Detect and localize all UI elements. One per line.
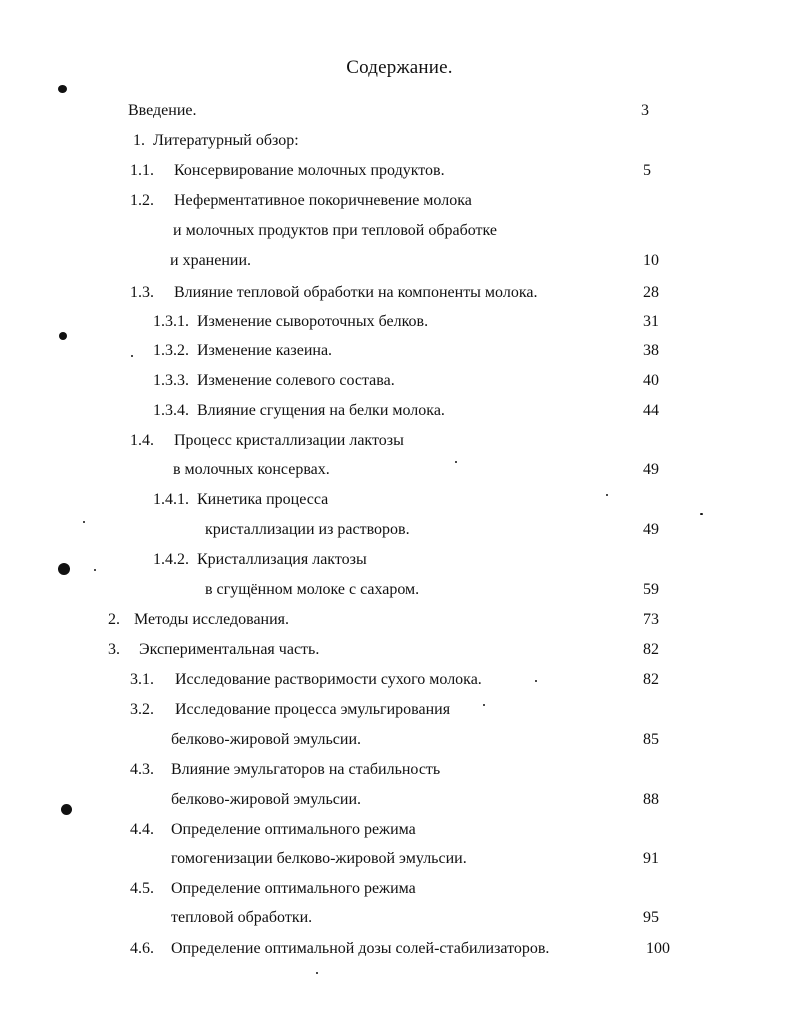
toc-entry	[130, 191, 472, 211]
toc-entry	[171, 849, 467, 869]
toc-page-number: 5	[643, 162, 651, 179]
toc-entry-text: гомогенизации белково-жировой эмульсии.	[171, 850, 467, 867]
toc-entry-number: 1.3.3.	[153, 372, 189, 389]
toc-entry-number: 2.	[108, 611, 120, 628]
page-title: Содержание.	[346, 57, 453, 78]
toc-entry-text: Экспериментальная часть.	[139, 641, 320, 658]
toc-entry-number: 1.3.2.	[153, 342, 189, 359]
toc-entry	[153, 312, 428, 332]
toc-page-number: 73	[643, 611, 659, 628]
toc-entry	[171, 908, 312, 928]
toc-entry-text: Консервирование молочных продуктов.	[174, 162, 445, 179]
toc-entry	[130, 283, 537, 303]
scan-speck	[94, 569, 96, 571]
toc-entry-text: белково-жировой эмульсии.	[171, 791, 362, 808]
toc-entry	[130, 760, 440, 780]
toc-entry	[205, 520, 410, 540]
toc-entry-text: Определение оптимального режима	[171, 821, 416, 838]
toc-entry-text: Введение.	[128, 102, 197, 119]
toc-page-number: 82	[643, 641, 659, 658]
scan-mark	[61, 804, 72, 815]
toc-entry-number: 3.1.	[130, 671, 154, 688]
toc-page-number: 85	[643, 731, 659, 748]
toc-page-number: 88	[643, 791, 659, 808]
toc-entry-number: 4.5.	[130, 880, 154, 897]
scan-speck	[535, 680, 537, 682]
toc-entry	[173, 221, 497, 241]
toc-entry-number: 4.6.	[130, 940, 154, 957]
toc-entry	[130, 670, 482, 690]
toc-page-number: 28	[643, 284, 659, 301]
toc-entry-number: 1.1.	[130, 162, 154, 179]
toc-entry-text: Влияние эмульгаторов на стабильность	[171, 761, 441, 778]
toc-page-number: 59	[643, 581, 659, 598]
toc-entry-text: и хранении.	[170, 252, 252, 269]
toc-entry	[130, 700, 450, 720]
toc-entry-number: 1.3.	[130, 284, 154, 301]
toc-entry	[205, 580, 419, 600]
toc-entry-text: в сгущённом молоке с сахаром.	[205, 581, 420, 598]
toc-entry	[130, 161, 445, 181]
toc-entry	[130, 879, 416, 899]
toc-entry	[108, 610, 289, 630]
toc-page-number: 40	[643, 372, 659, 389]
toc-entry-text: Влияние сгущения на белки молока.	[197, 402, 445, 419]
toc-entry	[133, 131, 299, 151]
toc-entry-text: Процесс кристаллизации лактозы	[174, 432, 404, 449]
toc-entry	[171, 790, 361, 810]
toc-page-number: 100	[646, 940, 670, 957]
toc-entry-text: тепловой обработки.	[171, 909, 313, 926]
toc-page-number: 10	[643, 252, 659, 269]
toc-entry-number: 1.	[133, 132, 145, 149]
toc-entry	[128, 101, 197, 121]
toc-entry-number: 1.3.4.	[153, 402, 189, 419]
toc-entry	[153, 550, 367, 570]
toc-page-number: 38	[643, 342, 659, 359]
toc-entry	[153, 341, 332, 361]
scan-speck	[83, 521, 85, 523]
toc-page-number: 82	[643, 671, 659, 688]
toc-entry	[130, 939, 549, 959]
toc-entry-text: и молочных продуктов при тепловой обработке	[173, 222, 497, 239]
scan-speck	[455, 461, 457, 463]
toc-entry-text: белково-жировой эмульсии.	[171, 731, 362, 748]
toc-entry-text: Изменение солевого состава.	[197, 372, 395, 389]
toc-entry	[173, 460, 330, 480]
toc-entry-number: 3.2.	[130, 701, 154, 718]
toc-entry-text: Кинетика процесса	[197, 491, 329, 508]
scan-mark	[58, 563, 70, 575]
toc-entry-number: 1.2.	[130, 192, 154, 209]
toc-entry-number: 3.	[108, 641, 120, 658]
scan-speck	[131, 355, 133, 357]
scan-mark	[58, 85, 67, 93]
toc-page-number: 3	[641, 102, 649, 119]
toc-entry-text: Определение оптимального режима	[171, 880, 416, 897]
toc-entry-text: Неферментативное покоричневение молока	[174, 192, 472, 209]
scan-speck	[700, 513, 703, 515]
toc-entry-text: Кристаллизация лактозы	[197, 551, 367, 568]
toc-entry	[108, 640, 319, 660]
toc-entry-number: 1.4.1.	[153, 491, 189, 508]
toc-entry-text: Исследование растворимости сухого молока.	[175, 671, 482, 688]
toc-page-number: 31	[643, 313, 659, 330]
toc-entry	[153, 401, 445, 421]
toc-entry-number: 4.3.	[130, 761, 154, 778]
toc-entry	[170, 251, 251, 271]
toc-entry-text: в молочных консервах.	[173, 461, 330, 478]
toc-entry	[130, 431, 404, 451]
toc-entry-text: Изменение казеина.	[197, 342, 333, 359]
toc-entry-text: Влияние тепловой обработки на компоненты молока.	[174, 284, 538, 301]
toc-entry-number: 1.4.	[130, 432, 154, 449]
toc-entry-text: Изменение сывороточных белков.	[197, 313, 429, 330]
scan-mark	[59, 332, 67, 340]
toc-entry	[171, 730, 361, 750]
toc-entry	[153, 490, 328, 510]
scan-speck	[316, 972, 318, 974]
toc-entry-text: Методы исследования.	[134, 611, 290, 628]
toc-page-number: 49	[643, 461, 659, 478]
toc-page-number: 49	[643, 521, 659, 538]
toc-page-number: 44	[643, 402, 659, 419]
scan-speck	[606, 494, 608, 496]
toc-entry-number: 1.3.1.	[153, 313, 189, 330]
toc-entry-text: Определение оптимальной дозы солей-стабилизаторов.	[171, 940, 550, 957]
toc-page-number: 91	[643, 850, 659, 867]
toc-entry-number: 4.4.	[130, 821, 154, 838]
scan-speck	[483, 704, 485, 706]
toc-page-number: 95	[643, 909, 659, 926]
toc-entry-text: кристаллизации из растворов.	[205, 521, 410, 538]
toc-entry	[130, 820, 416, 840]
toc-entry	[153, 371, 395, 391]
toc-entry-number: 1.4.2.	[153, 551, 189, 568]
toc-entry-text: Литературный обзор:	[153, 132, 299, 149]
toc-entry-text: Исследование процесса эмульгирования	[175, 701, 451, 718]
